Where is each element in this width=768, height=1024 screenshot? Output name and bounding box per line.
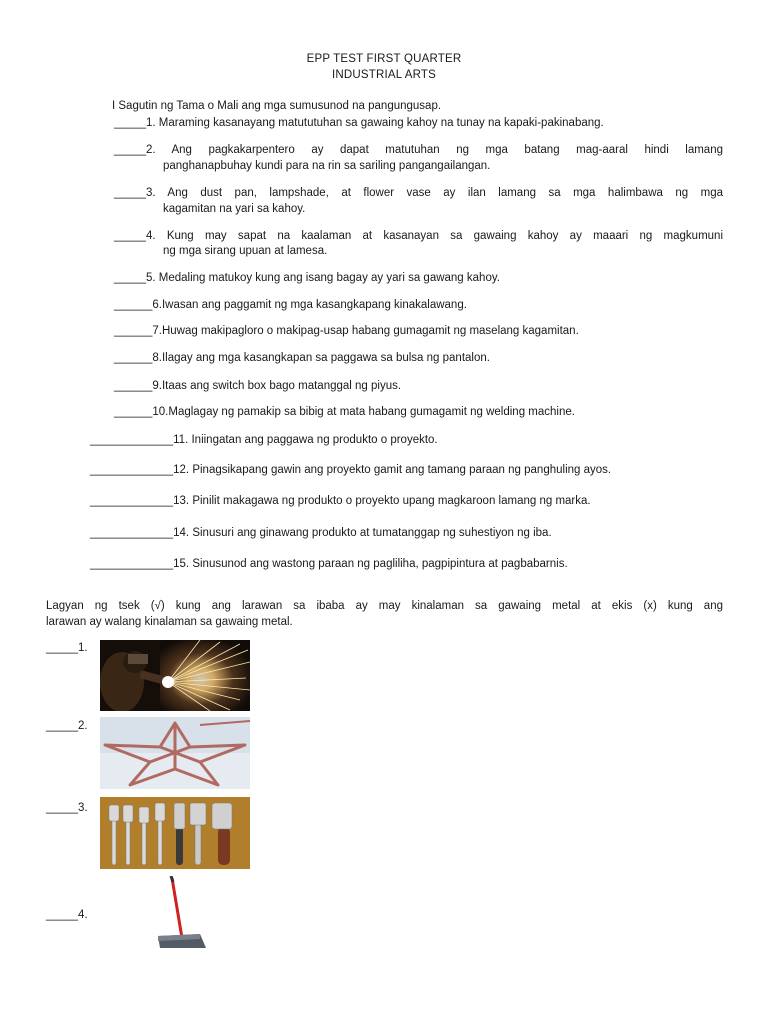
question-11: _____________11. Iniingatan ang paggawa ng produkto o proyekto. bbox=[90, 434, 438, 446]
question-2: _____2. Ang pagkakarpentero ay dapat matutuhan ng mga batang mag-aaral hindi lamang bbox=[114, 144, 723, 156]
picture-item-2-label: _____2. bbox=[46, 720, 88, 732]
page-title: EPP TEST FIRST QUARTER bbox=[306, 53, 462, 65]
question-13: _____________13. Pinilit makagawa ng produkto o proyekto upang magkaroon lamang ng marka. bbox=[90, 495, 591, 507]
welding-sparks-photo bbox=[100, 640, 250, 711]
question-2-cont: panghanapbuhay kundi para na rin sa sariling pangangailangan. bbox=[163, 160, 491, 172]
question-4: _____4. Kung may sapat na kaalaman at kasanayan sa gawaing kahoy ay maaari ng magkumuni bbox=[114, 230, 723, 242]
question-14: _____________14. Sinusuri ang ginawang produkto at tumatanggap ng suhestiyon ng iba. bbox=[90, 527, 552, 539]
question-6: ______6.Iwasan ang paggamit ng mga kasangkapang kinakalawang. bbox=[114, 299, 467, 311]
question-10: ______10.Maglagay ng pamakip sa bibig at mata habang gumagamit ng welding machine. bbox=[114, 406, 575, 418]
part1-instruction: I Sagutin ng Tama o Mali ang mga sumusunod na pangungusap. bbox=[112, 100, 442, 112]
question-8: ______8.Ilagay ang mga kasangkapan sa paggawa sa bulsa ng pantalon. bbox=[114, 352, 490, 364]
question-1: _____1. Maraming kasanayang matututuhan sa gawaing kahoy na tunay na kapaki-pakinabang. bbox=[114, 117, 604, 129]
forks-photo bbox=[100, 797, 250, 869]
question-4-cont: ng mga sirang upuan at lamesa. bbox=[163, 245, 328, 257]
question-12: _____________12. Pinagsikapang gawin ang proyekto gamit ang tamang paraan ng panghuling ayos. bbox=[90, 464, 612, 476]
picture-item-3-label: _____3. bbox=[46, 802, 88, 814]
question-15: _____________15. Sinusunod ang wastong paraan ng pagliliha, pagpipintura at pagbabarnis. bbox=[90, 558, 568, 570]
picture-item-1-label: _____1. bbox=[46, 642, 88, 654]
picture-item-4-label: _____4. bbox=[46, 909, 88, 921]
page-subtitle: INDUSTRIAL ARTS bbox=[332, 69, 436, 81]
part2-instruction-cont: larawan ay walang kinalaman sa gawaing metal. bbox=[46, 616, 293, 628]
question-3-cont: kagamitan na yari sa kahoy. bbox=[163, 203, 306, 215]
metal-star-photo bbox=[100, 717, 250, 789]
question-3: _____3. Ang dust pan, lampshade, at flower vase ay ilan lamang sa mga halimbawa ng mga bbox=[114, 187, 723, 199]
part2-instruction: Lagyan ng tsek (√) kung ang larawan sa ibaba ay may kinalaman sa gawaing metal at ekis (x) kung ang bbox=[46, 600, 723, 612]
question-5: _____5. Medaling matukoy kung ang isang bagay ay yari sa gawang kahoy. bbox=[114, 272, 500, 284]
question-7: ______7.Huwag makipagloro o makipag-usap habang gumagamit ng maselang kagamitan. bbox=[114, 325, 579, 337]
dustpan-photo bbox=[100, 876, 250, 952]
question-9: ______9.Itaas ang switch box bago matanggal ng piyus. bbox=[114, 380, 402, 392]
